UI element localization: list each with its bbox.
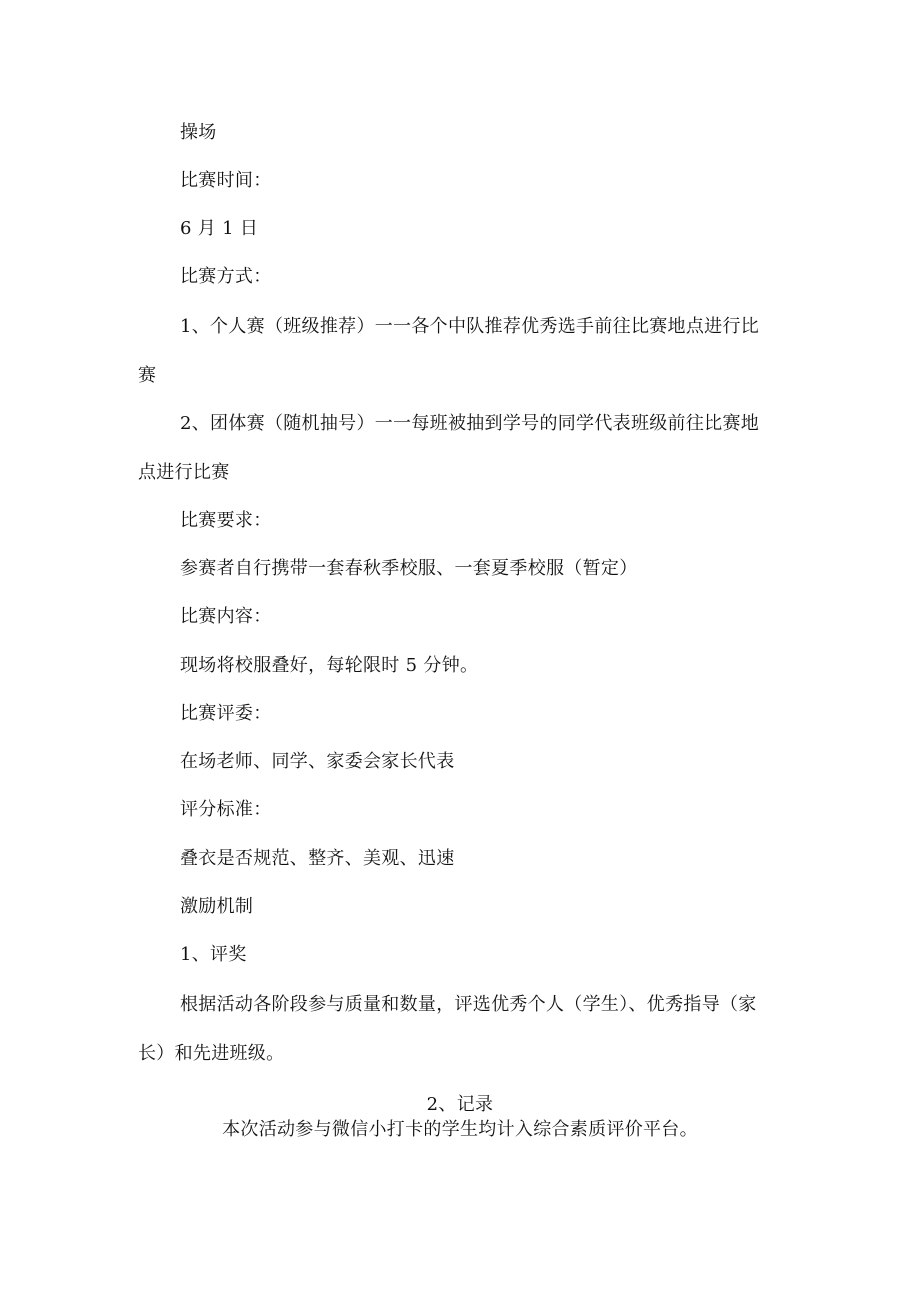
award-heading: 1、评奖: [180, 944, 247, 965]
content-text: 现场将校服叠好，每轮限时 5 分钟。: [180, 655, 479, 676]
award-text-continued: 长）和先进班级。: [138, 1043, 285, 1064]
date-text: 6 月 1 日: [180, 218, 259, 239]
award-text: 根据活动各阶段参与质量和数量，评选优秀个人（学生）、优秀指导（家: [180, 994, 757, 1015]
criteria-text: 叠衣是否规范、整齐、美观、迅速: [180, 848, 455, 869]
format-item-2: 2、团体赛（随机抽号）一一每班被抽到学号的同学代表班级前往比赛地: [180, 413, 760, 434]
venue-text: 操场: [180, 122, 217, 143]
time-heading: 比赛时间：: [180, 170, 272, 191]
judges-heading: 比赛评委：: [180, 703, 272, 724]
criteria-heading: 评分标准：: [180, 799, 272, 820]
format-item-2-continued: 点进行比赛: [138, 462, 230, 483]
record-heading: 2、记录: [426, 1094, 494, 1115]
format-item-1: 1、个人赛（班级推荐）一一各个中队推荐优秀选手前往比赛地点进行比: [180, 316, 760, 337]
incentive-heading: 激励机制: [180, 896, 254, 917]
format-heading: 比赛方式：: [180, 266, 272, 287]
judges-text: 在场老师、同学、家委会家长代表: [180, 751, 455, 772]
format-item-1-continued: 赛: [138, 365, 157, 386]
record-text: 本次活动参与微信小打卡的学生均计入综合素质评价平台。: [222, 1119, 698, 1140]
requirements-text: 参赛者自行携带一套春秋季校服、一套夏季校服（暂定）: [180, 558, 638, 579]
content-heading: 比赛内容：: [180, 606, 272, 627]
requirements-heading: 比赛要求：: [180, 510, 272, 531]
